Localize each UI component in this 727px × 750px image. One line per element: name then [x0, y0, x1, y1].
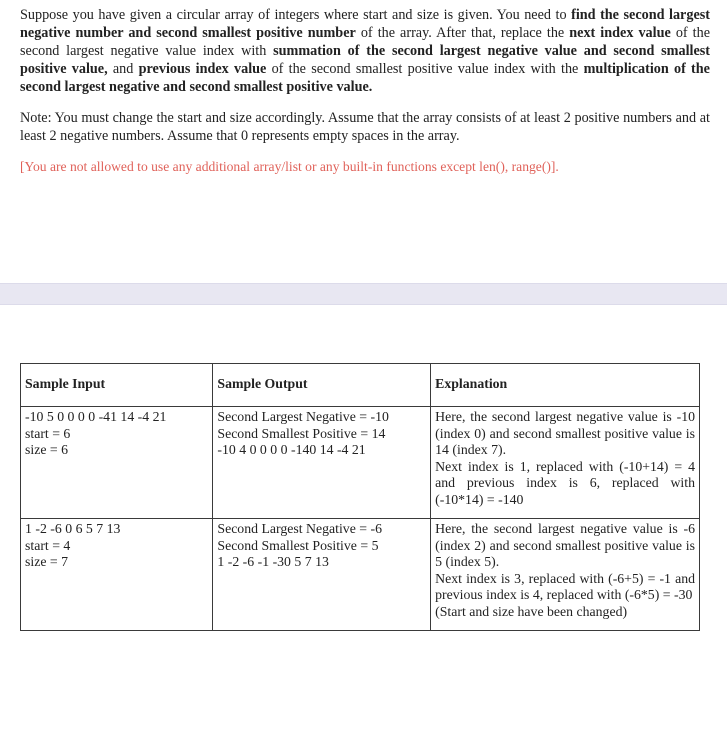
output-second-largest-negative: Second Largest Negative = -10	[217, 409, 389, 424]
desc-seg: of the array. After that, replace the	[355, 25, 570, 41]
explanation-text: Next index is 3, replaced with (-6+5) = -1 and previous index is 4, replaced with (-6*5) = -30	[435, 570, 695, 602]
sample-output-cell	[213, 519, 431, 631]
desc-seg-bold: next index value	[569, 25, 671, 41]
desc-seg: and	[107, 61, 139, 77]
desc-seg: Suppose you have given a circular array of integers where start and size is given. You need to	[20, 7, 572, 23]
section-divider-band	[0, 283, 727, 305]
sample-output-cell	[213, 407, 431, 519]
desc-seg: of the second largest negative value index with	[20, 25, 711, 59]
desc-seg-bold: previous index value	[138, 61, 267, 77]
header-explanation: Explanation	[431, 364, 700, 407]
explanation-text: Next index is 1, replaced with (-10+14) = 4 and previous index is 6, replaced with (-10*14) = -140	[435, 458, 695, 507]
output-second-smallest-positive: Second Smallest Positive = 5	[217, 537, 379, 553]
explanation-text: (Start and size have been changed)	[435, 603, 628, 619]
output-second-largest-negative: Second Largest Negative = -6	[217, 521, 382, 536]
output-array: -10 4 0 0 0 0 -140 14 -4 21	[217, 442, 366, 457]
input-start: start = 4	[25, 537, 71, 553]
note-paragraph: Note: You must change the start and size accordingly. Assume that the array consists of at least 2 positive numbers and at least 2 negative numbers. Assume that 0 represents empty spaces in the array.	[20, 110, 710, 144]
desc-seg-bold: find the second largest negative number and second smallest positive number	[20, 7, 710, 41]
explanation-text: Here, the second largest negative value is -10 (index 0) and second smallest positive value is 14 (index 7).	[435, 409, 695, 457]
input-start: start = 6	[25, 425, 71, 441]
header-sample-input: Sample Input	[21, 364, 213, 407]
explanation-cell	[431, 519, 700, 631]
header-sample-output: Sample Output	[213, 364, 431, 407]
problem-statement	[20, 6, 710, 176]
explanation-cell	[431, 407, 700, 519]
sample-input-cell	[21, 519, 213, 631]
sample-table	[20, 363, 700, 631]
table-header-row	[21, 364, 700, 407]
desc-seg-bold: summation of the second largest negative value and second smallest positive value,	[20, 43, 710, 77]
output-second-smallest-positive: Second Smallest Positive = 14	[217, 425, 386, 441]
table-row	[21, 407, 700, 519]
input-size: size = 6	[25, 442, 69, 457]
output-array: 1 -2 -6 -1 -30 5 7 13	[217, 554, 329, 569]
desc-seg-bold: multiplication of the second largest negative and second smallest positive value.	[20, 61, 710, 95]
table-row	[21, 519, 700, 631]
explanation-text: Here, the second largest negative value is -6 (index 2) and second smallest positive value is 5 (index 5).	[435, 521, 695, 569]
restriction-text: [You are not allowed to use any additional array/list or any built-in functions except len(), range()].	[20, 159, 559, 174]
sample-input-cell	[21, 407, 213, 519]
input-array: 1 -2 -6 0 6 5 7 13	[25, 521, 121, 536]
input-size: size = 7	[25, 554, 69, 569]
desc-seg: of the second smallest positive value index with the	[266, 61, 584, 77]
input-array: -10 5 0 0 0 0 -41 14 -4 21	[25, 409, 167, 424]
problem-description	[20, 6, 710, 96]
